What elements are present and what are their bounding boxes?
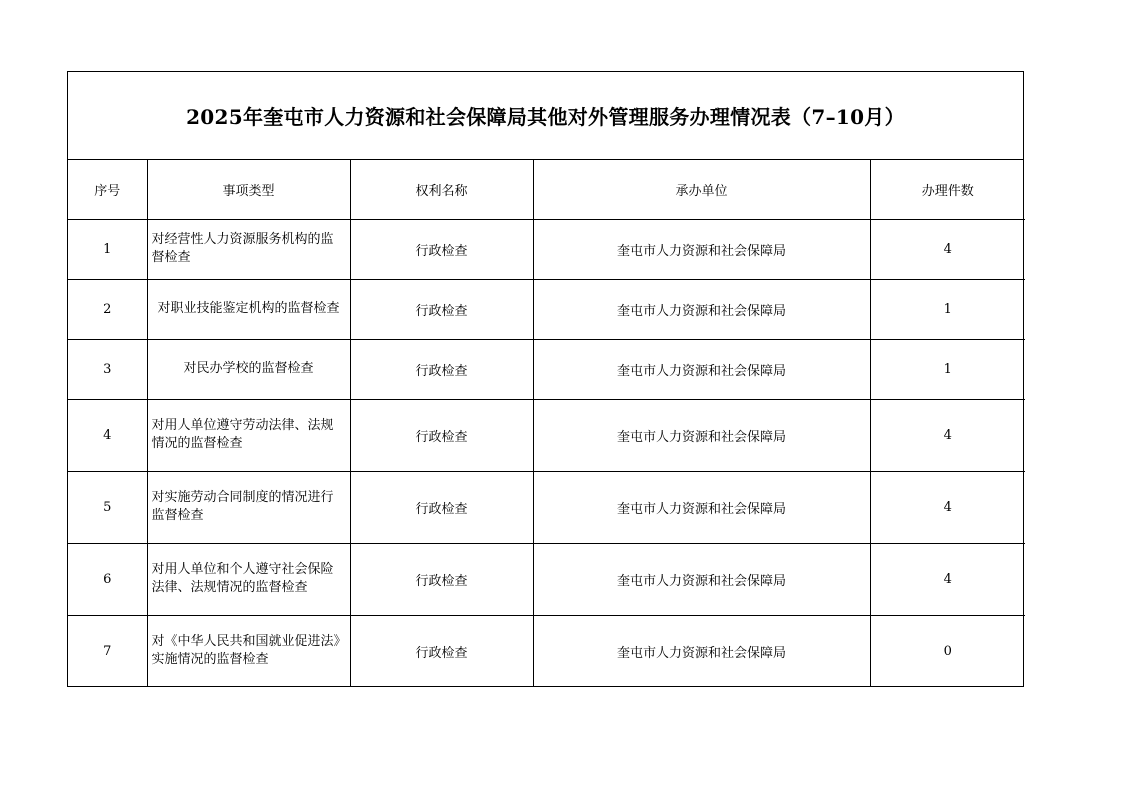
- cell-index: 1: [68, 219, 147, 279]
- table-row: [68, 615, 1025, 687]
- cell-type-text: 对经营性人力资源服务机构的监督检查: [151, 232, 334, 265]
- cell-index: 7: [68, 615, 147, 687]
- cell-right: 行政检查: [350, 543, 533, 615]
- cell-type-text: 对职业技能鉴定机构的监督检查: [157, 301, 340, 316]
- column-header-right: 权利名称: [350, 160, 533, 219]
- table-row: [68, 399, 1025, 471]
- cell-index: 4: [68, 399, 147, 471]
- column-header-unit: 承办单位: [533, 160, 870, 219]
- table-row: [68, 543, 1025, 615]
- cell-right: 行政检查: [350, 399, 533, 471]
- cell-count: 1: [870, 339, 1025, 399]
- cell-type: [147, 279, 350, 339]
- table-header-row: [68, 160, 1025, 219]
- cell-index: 5: [68, 471, 147, 543]
- table-row: [68, 471, 1025, 543]
- cell-type-text: 对民办学校的监督检查: [183, 361, 314, 376]
- report-table-container: [67, 71, 1024, 687]
- cell-unit: 奎屯市人力资源和社会保障局: [533, 219, 870, 279]
- report-table: [68, 160, 1025, 687]
- table-row: [68, 339, 1025, 399]
- cell-type-text: 对实施劳动合同制度的情况进行监督检查: [151, 490, 334, 523]
- cell-right: 行政检查: [350, 471, 533, 543]
- cell-unit: 奎屯市人力资源和社会保障局: [533, 399, 870, 471]
- cell-index: 6: [68, 543, 147, 615]
- cell-type: [147, 339, 350, 399]
- cell-type: [147, 399, 350, 471]
- cell-unit: 奎屯市人力资源和社会保障局: [533, 279, 870, 339]
- cell-unit: 奎屯市人力资源和社会保障局: [533, 543, 870, 615]
- cell-index: 2: [68, 279, 147, 339]
- cell-unit: 奎屯市人力资源和社会保障局: [533, 339, 870, 399]
- cell-right: 行政检查: [350, 339, 533, 399]
- cell-type: [147, 219, 350, 279]
- cell-count: 1: [870, 279, 1025, 339]
- cell-count: 4: [870, 543, 1025, 615]
- cell-right: 行政检查: [350, 219, 533, 279]
- page-title: 2025年奎屯市人力资源和社会保障局其他对外管理服务办理情况表（7–10月）: [186, 105, 905, 129]
- cell-count: 0: [943, 643, 952, 659]
- cell-count: 4: [870, 399, 1025, 471]
- column-header-type: 事项类型: [147, 160, 350, 219]
- cell-right: 行政检查: [350, 279, 533, 339]
- cell-unit: 奎屯市人力资源和社会保障局: [533, 615, 870, 687]
- cell-type: [147, 615, 350, 687]
- cell-count: 4: [870, 219, 1025, 279]
- cell-count: 4: [870, 471, 1025, 543]
- cell-right: 行政检查: [350, 615, 533, 687]
- cell-type-text: 对用人单位遵守劳动法律、法规情况的监督检查: [151, 418, 334, 451]
- table-row: [68, 219, 1025, 279]
- title-row: [68, 72, 1023, 160]
- cell-index: 3: [68, 339, 147, 399]
- cell-type-text: 对用人单位和个人遵守社会保险法律、法规情况的监督检查: [151, 562, 334, 595]
- cell-type-text: 对《中华人民共和国就业促进法》实施情况的监督检查: [151, 634, 341, 668]
- cell-type: [147, 543, 350, 615]
- column-header-index: 序号: [68, 160, 147, 219]
- table-row: [68, 279, 1025, 339]
- column-header-count: 办理件数: [870, 160, 1025, 219]
- cell-type: [147, 471, 350, 543]
- cell-unit: 奎屯市人力资源和社会保障局: [533, 471, 870, 543]
